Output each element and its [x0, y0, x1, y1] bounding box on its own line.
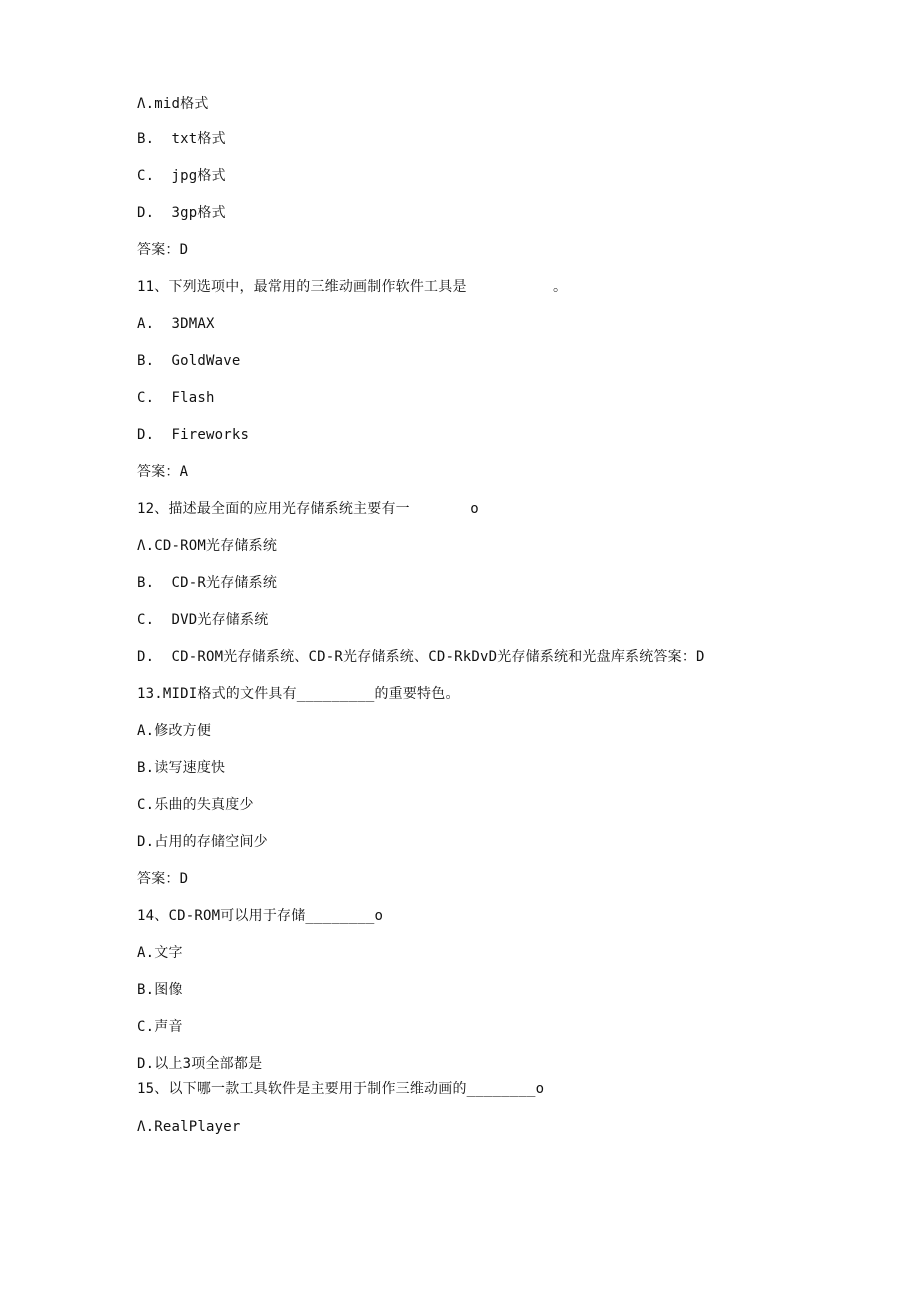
option-line: B. txt格式	[137, 131, 226, 147]
question-line: 12、描述最全面的应用光存储系统主要有一 o	[137, 501, 479, 517]
question-line: 14、CD-ROM可以用于存储________o	[137, 908, 384, 924]
option-line: Λ.RealPlayer	[137, 1119, 241, 1135]
option-line: B. GoldWave	[137, 353, 241, 369]
option-line: A. 3DMAX	[137, 316, 215, 332]
option-line: D.占用的存储空间少	[137, 834, 268, 850]
answer-line: 答案：D	[137, 242, 189, 258]
option-line: C. Flash	[137, 390, 215, 406]
option-line: D.以上3项全部都是	[137, 1056, 263, 1072]
option-line: D. Fireworks	[137, 427, 250, 443]
option-line: A.修改方便	[137, 723, 212, 739]
option-line: C.乐曲的失真度少	[137, 797, 254, 813]
question-line: 11、下列选项中，最常用的三维动画制作软件工具是 。	[137, 279, 568, 295]
option-line: Λ.CD-ROM光存储系统	[137, 538, 278, 554]
option-line: D. 3gp格式	[137, 205, 226, 221]
question-line: 13.MIDI格式的文件具有_________的重要特色。	[137, 686, 460, 702]
question-line: 15、以下哪一款工具软件是主要用于制作三维动画的________o	[137, 1081, 545, 1097]
answer-line: 答案：D	[137, 871, 189, 887]
answer-line: 答案：A	[137, 464, 189, 480]
option-line: D. CD-ROM光存储系统、CD-R光存储系统、CD-RkDvD光存储系统和光盘库系统答案：D	[137, 649, 705, 665]
option-line: B.图像	[137, 982, 183, 998]
option-line: C.声音	[137, 1019, 183, 1035]
option-line: B. CD-R光存储系统	[137, 575, 278, 591]
option-line: B.读写速度快	[137, 760, 226, 776]
option-line: A.文字	[137, 945, 183, 961]
option-line: C. jpg格式	[137, 168, 226, 184]
option-line: Λ.mid格式	[137, 96, 209, 112]
option-line: C. DVD光存储系统	[137, 612, 269, 628]
